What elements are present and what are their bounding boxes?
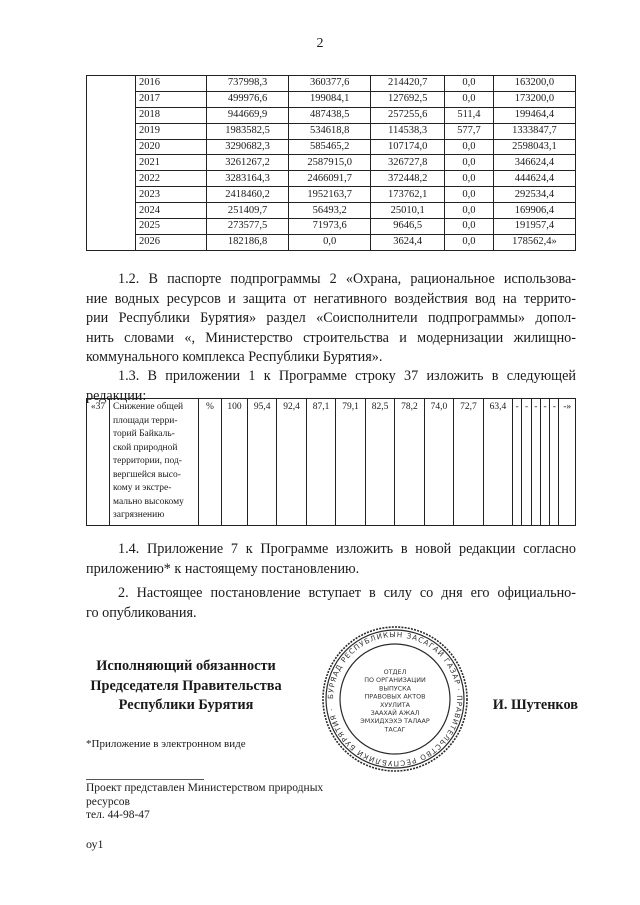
amount-cell: 25010,1 — [371, 203, 445, 219]
amount-cell: 585465,2 — [289, 139, 371, 155]
indicator-row — [87, 399, 576, 526]
year-cell: 2020 — [136, 139, 207, 155]
amount-cell: 499976,6 — [207, 91, 289, 107]
amount-cell: 346624,4 — [493, 155, 575, 171]
amount-cell: 0,0 — [289, 234, 371, 250]
amount-cell: 56493,2 — [289, 203, 371, 219]
financing-row — [87, 203, 576, 219]
amount-cell: 199084,1 — [289, 91, 371, 107]
row-number: «37 — [87, 399, 110, 526]
indicator-value-cell: 82,5 — [365, 399, 394, 526]
amount-cell: 107174,0 — [371, 139, 445, 155]
paragraph-1-4 — [86, 540, 576, 579]
indicator-value-cell: 95,4 — [247, 399, 276, 526]
amount-cell: 2587915,0 — [289, 155, 371, 171]
merged-blank-cell — [87, 76, 136, 251]
footer-line: ресурсов — [86, 795, 130, 808]
signatory-title-line: Исполняющий обязанности — [96, 658, 276, 674]
description-line: торий Байкаль- — [113, 429, 175, 439]
stamp-text-line: ТАСАГ — [384, 725, 406, 734]
amount-cell: 114538,3 — [371, 123, 445, 139]
financing-row — [87, 139, 576, 155]
para-1-2-line: ние водных ресурсов и защита от негативного воздействия вод на террито- — [86, 290, 576, 307]
page-number: 2 — [316, 36, 324, 51]
amount-cell: 360377,6 — [289, 76, 371, 92]
financing-row — [87, 91, 576, 107]
description-line: площади терри- — [113, 415, 178, 426]
para-1-2-line: 1.2. В паспорте подпрограммы 2 «Охрана, рациональное использова- — [118, 271, 576, 287]
amount-cell: 127692,5 — [371, 91, 445, 107]
para-1-3-line: редакции: — [86, 387, 147, 404]
amount-cell: 214420,7 — [371, 76, 445, 92]
amount-cell: 71973,6 — [289, 219, 371, 235]
description-line: загрязнению — [113, 510, 165, 520]
stamp-text-line: ЭМХИДХЭХЭ ТАЛААР — [360, 717, 430, 726]
footnote: *Приложение в электронном виде — [86, 738, 246, 750]
financing-row — [87, 107, 576, 123]
amount-cell: 444624,4 — [493, 171, 575, 187]
amount-cell: 0,0 — [445, 234, 494, 250]
paragraph-2 — [86, 584, 576, 623]
para-2-line: 2. Настоящее постановление вступает в силу со дня его официально- — [118, 585, 576, 601]
description-line: мально высокому — [113, 496, 184, 507]
amount-cell: 326727,8 — [371, 155, 445, 171]
year-cell: 2022 — [136, 171, 207, 187]
amount-cell: 3624,4 — [371, 234, 445, 250]
amount-cell: 0,0 — [445, 203, 494, 219]
indicator-value-cell: 100 — [222, 399, 248, 526]
amount-cell: 251409,7 — [207, 203, 289, 219]
financing-row — [87, 219, 576, 235]
year-cell: 2026 — [136, 234, 207, 250]
year-cell: 2025 — [136, 219, 207, 235]
indicator-description — [110, 399, 199, 526]
amount-cell: 273577,5 — [207, 219, 289, 235]
amount-cell: 2598043,1 — [493, 139, 575, 155]
amount-cell: 0,0 — [445, 76, 494, 92]
amount-cell: 737998,3 — [207, 76, 289, 92]
amount-cell: 487438,5 — [289, 107, 371, 123]
indicator-value-cell: - — [513, 399, 522, 526]
document-code: оу1 — [86, 837, 104, 851]
amount-cell: 9646,5 — [371, 219, 445, 235]
indicator-value-cell: - — [550, 399, 559, 526]
description-line: вергшейся высо- — [113, 469, 181, 480]
amount-cell: 1983582,5 — [207, 123, 289, 139]
amount-cell: 0,0 — [445, 219, 494, 235]
indicator-table — [86, 398, 576, 526]
indicator-value-cell: - — [531, 399, 540, 526]
signatory-name: И. Шутенков — [492, 697, 578, 713]
description-line: Снижение общей — [113, 402, 184, 412]
para-1-4-line: 1.4. Приложение 7 к Программе изложить в новой редакции согласно — [118, 541, 576, 557]
amount-cell: 2418460,2 — [207, 187, 289, 203]
official-stamp — [320, 624, 470, 774]
amount-cell: 191957,4 — [493, 219, 575, 235]
para-1-2-line: коммунального комплекса Республики Бурятия». — [86, 349, 383, 365]
stamp-text-line: ПРАВОВЫХ АКТОВ — [364, 692, 426, 701]
amount-cell: 534618,8 — [289, 123, 371, 139]
amount-cell: 169906,4 — [493, 203, 575, 219]
financing-row — [87, 234, 576, 250]
indicator-value-cell: 79,1 — [336, 399, 365, 526]
amount-cell: 3261267,2 — [207, 155, 289, 171]
indicator-value-cell: 87,1 — [306, 399, 335, 526]
amount-cell: 1952163,7 — [289, 187, 371, 203]
year-cell: 2019 — [136, 123, 207, 139]
year-cell: 2017 — [136, 91, 207, 107]
amount-cell: 0,0 — [445, 187, 494, 203]
amount-cell: 1333847,7 — [493, 123, 575, 139]
amount-cell: 173762,1 — [371, 187, 445, 203]
signatory-title — [76, 657, 296, 716]
para-1-4-line: приложению* к настоящему постановлению. — [86, 560, 360, 577]
financing-row — [87, 187, 576, 203]
amount-cell: 577,7 — [445, 123, 494, 139]
stamp-text-line: ПО ОРГАНИЗАЦИИ — [364, 676, 426, 685]
amount-cell: 372448,2 — [371, 171, 445, 187]
indicator-value-cell: 74,0 — [424, 399, 453, 526]
description-line: ской природной — [113, 442, 178, 453]
amount-cell: 0,0 — [445, 139, 494, 155]
amount-cell: 163200,0 — [493, 76, 575, 92]
description-line: территории, под- — [113, 456, 182, 466]
amount-cell: 182186,8 — [207, 234, 289, 250]
amount-cell: 2466091,7 — [289, 171, 371, 187]
year-cell: 2018 — [136, 107, 207, 123]
stamp-text-line: ХУУЛИТА — [379, 700, 411, 709]
footer-line: Проект представлен Министерством природных — [86, 782, 324, 794]
description-line: кому и экстре- — [113, 483, 172, 493]
stamp-text-line: ВЫПУСКА — [378, 684, 412, 693]
amount-cell: 199464,4 — [493, 107, 575, 123]
footer-block — [86, 782, 323, 823]
footer-line: тел. 44-98-47 — [86, 809, 150, 821]
indicator-value-cell: 78,2 — [395, 399, 424, 526]
financing-row — [87, 76, 576, 92]
para-1-3-line: 1.3. В приложении 1 к Программе строку 37 изложить в следующей — [118, 368, 576, 384]
indicator-value-cell: -» — [559, 399, 576, 526]
paragraph-1-2 — [86, 270, 576, 368]
year-cell: 2021 — [136, 155, 207, 171]
financing-row — [87, 123, 576, 139]
indicator-value-cell: 63,4 — [483, 399, 512, 526]
year-cell: 2024 — [136, 203, 207, 219]
indicator-value-cell: 72,7 — [454, 399, 483, 526]
indicator-value-cell: - — [540, 399, 549, 526]
indicator-value-cell: 92,4 — [277, 399, 306, 526]
amount-cell: 0,0 — [445, 91, 494, 107]
financing-row — [87, 155, 576, 171]
amount-cell: 0,0 — [445, 171, 494, 187]
amount-cell: 173200,0 — [493, 91, 575, 107]
year-cell: 2023 — [136, 187, 207, 203]
para-1-2-line: рии Республики Бурятия» раздел «Соисполнители подпрограммы» допол- — [86, 310, 576, 326]
footer-divider — [86, 779, 204, 780]
amount-cell: 178562,4» — [493, 234, 575, 250]
unit-cell: % — [199, 399, 222, 526]
indicator-value-cell: - — [522, 399, 531, 526]
amount-cell: 944669,9 — [207, 107, 289, 123]
signatory-title-line: Председателя Правительства — [90, 677, 282, 694]
amount-cell: 292534,4 — [493, 187, 575, 203]
stamp-text-line: ОТДЕЛ — [383, 668, 407, 676]
year-cell: 2016 — [136, 76, 207, 92]
para-1-2-line: нить словами «, Министерство строительства и модернизации жилищно- — [86, 329, 576, 346]
financing-row — [87, 171, 576, 187]
signatory-title-line: Республики Бурятия — [118, 697, 254, 713]
amount-cell: 0,0 — [445, 155, 494, 171]
financing-table — [86, 75, 576, 251]
amount-cell: 511,4 — [445, 107, 494, 123]
amount-cell: 257255,6 — [371, 107, 445, 123]
svg-text:БУРЯАД РЕСПУБЛИКЫН ЗАСАГАЙ ГАЗ: БУРЯАД РЕСПУБЛИКЫН ЗАСАГАЙ ГАЗАР · ПРАВИТЕЛЬСТВО РЕСПУБЛИКИ БУРЯТИЯ · — [325, 629, 465, 769]
para-2-line: го опубликования. — [86, 604, 197, 621]
amount-cell: 3283164,3 — [207, 171, 289, 187]
amount-cell: 3290682,3 — [207, 139, 289, 155]
stamp-text-line: ЗААХАЙ АЖАЛ — [370, 709, 420, 717]
